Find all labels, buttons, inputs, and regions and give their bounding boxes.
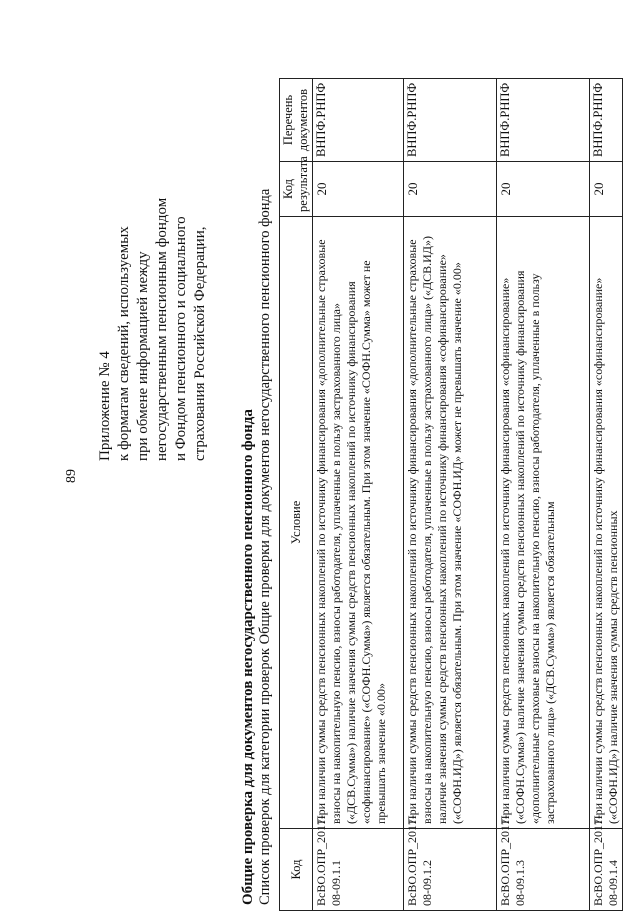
page-number: 89 bbox=[64, 469, 79, 483]
check-condition: При наличии суммы средств пенсионных накоплений по источнику финансирования «софинансирование» («СОФН.ИД») наличие значения суммы средств пенсионных bbox=[590, 217, 623, 829]
check-condition: При наличии суммы средств пенсионных накоплений по источнику финансирования «дополнительные страховые взносы на накопительную пенсию, взносы работодателя, уплаченные в пользу застрахованного лица» («ДСВ.ИД») наличие значения суммы средств пенсионных накоплений по источнику финансирования «софинансирование» («СОФН.ИД») является обязательным. При этом значение «СОФН.ИД» может не превышать значение «0.00» bbox=[404, 217, 497, 829]
check-condition: При наличии суммы средств пенсионных накоплений по источнику финансирования «софинансирование» («СОФН.Сумма») наличие значения суммы средств пенсионных накоплений по источнику финансирования «дополнительные страховые взносы на накопительную пенсию, взносы работодателя, уплаченные в пользу застрахованного лица» («ДСВ.Сумма») является обязательным bbox=[497, 217, 590, 829]
result-code: 20 bbox=[590, 162, 623, 217]
table-row bbox=[590, 79, 623, 911]
header-condition: Условие bbox=[280, 217, 313, 829]
table-header-row bbox=[280, 79, 313, 911]
header-result-code: Код результата bbox=[280, 162, 313, 217]
check-condition: При наличии суммы средств пенсионных накоплений по источнику финансирования «дополнительные страховые взносы на накопительную пенсию, взносы работодателя, уплаченные в пользу застрахованного лица» («ДСВ.Сумма») наличие значения суммы средств пенсионных накоплений по источнику финансирования «софинансирование» («СОФН.Сумма») является обязательным. При этом значение «СОФН.Сумма» может не превышать значение «0.00» bbox=[313, 217, 404, 829]
documents-list: ВНПФ.РНПФ bbox=[313, 79, 404, 162]
check-code: ВсВО.ОПР_2017-08-09.1.1 bbox=[313, 829, 404, 911]
table-row bbox=[497, 79, 590, 911]
header-documents: Перечень документов bbox=[280, 79, 313, 162]
result-code: 20 bbox=[497, 162, 590, 217]
check-code: ВсВО.ОПР_2017-08-09.1.3 bbox=[497, 829, 590, 911]
documents-list: ВНПФ.РНПФ bbox=[404, 79, 497, 162]
appendix-line: при обмене информацией между bbox=[135, 251, 151, 461]
check-code: ВсВО.ОПР_2017-08-09.1.4 bbox=[590, 829, 623, 911]
table-row bbox=[404, 79, 497, 911]
result-code: 20 bbox=[404, 162, 497, 217]
table-row bbox=[313, 79, 404, 911]
appendix-header bbox=[96, 21, 210, 461]
result-code: 20 bbox=[313, 162, 404, 217]
appendix-line: Приложение № 4 bbox=[97, 351, 113, 461]
appendix-line: страхования Российской Федерации, bbox=[192, 226, 208, 461]
documents-list: ВНПФ.РНПФ bbox=[590, 79, 623, 162]
appendix-line: к форматам сведений, используемых bbox=[116, 226, 132, 461]
section-title: Общие проверка для документов негосударственного пенсионного фонда bbox=[240, 409, 256, 905]
checks-table bbox=[279, 78, 623, 911]
list-title: Список проверок для категории проверок Общие проверки для документов негосударственного пенсионного фонда bbox=[257, 188, 273, 905]
check-code: ВсВО.ОПР_2017-08-09.1.2 bbox=[404, 829, 497, 911]
header-code: Код bbox=[280, 829, 313, 911]
appendix-line: негосударственным пенсионным фондом bbox=[154, 197, 170, 461]
documents-list: ВНПФ.РНПФ bbox=[497, 79, 590, 162]
appendix-line: и Фондом пенсионного и социального bbox=[173, 216, 189, 461]
